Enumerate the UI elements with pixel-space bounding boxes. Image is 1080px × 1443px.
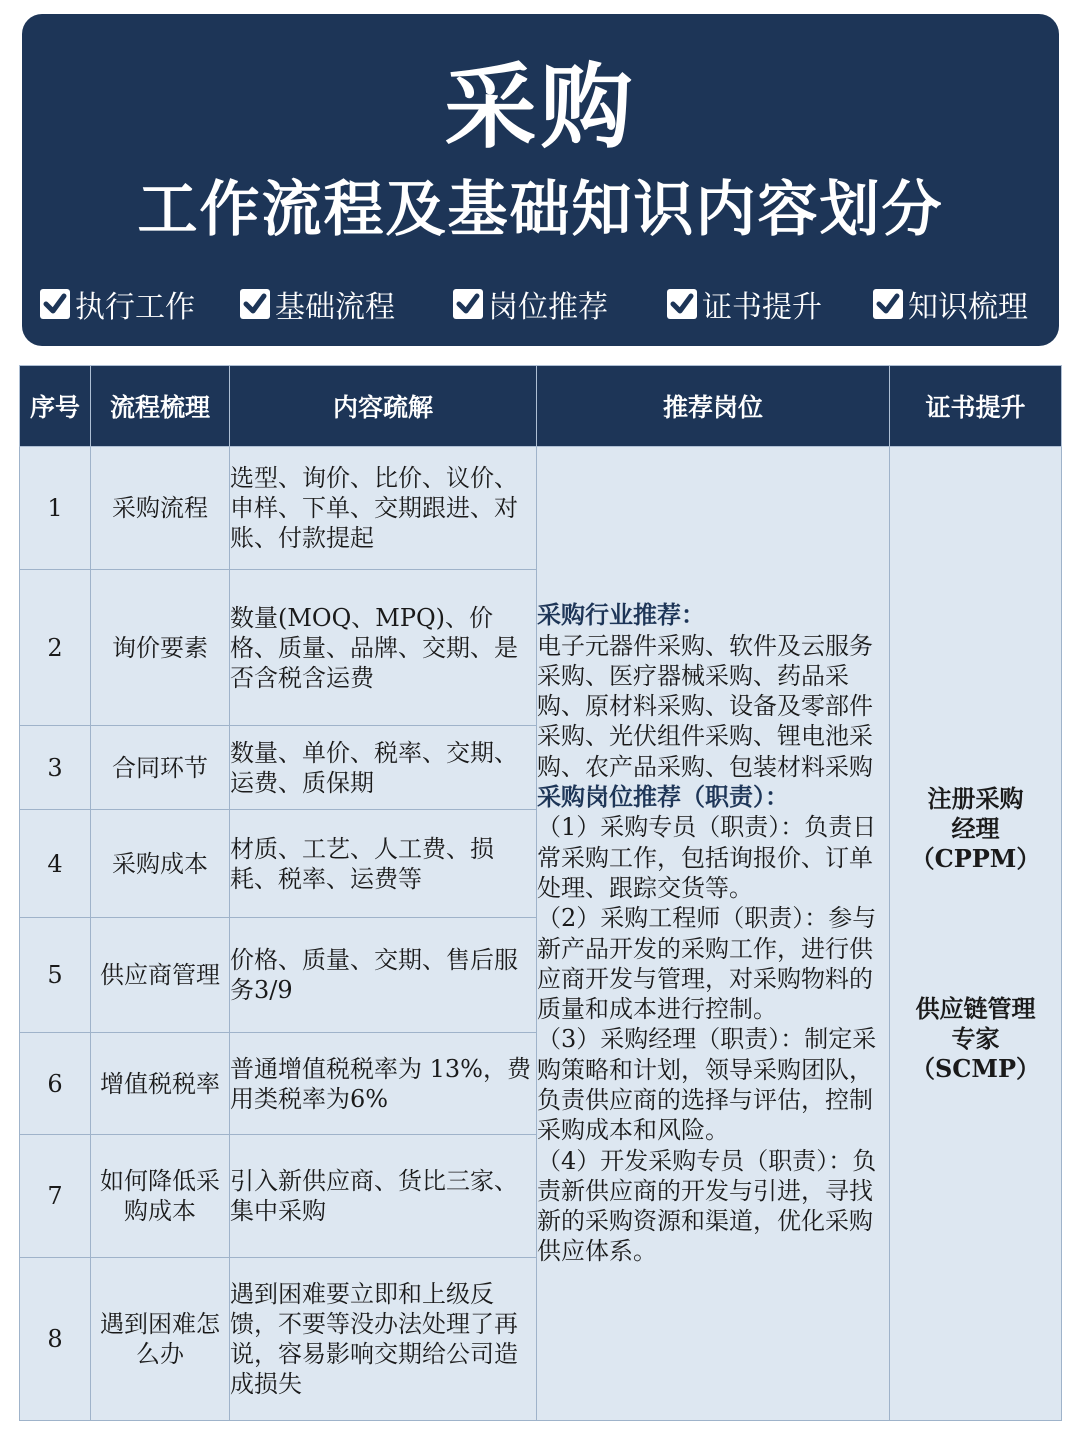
position-item: （4）开发采购专员（职责）：负责新供应商的开发与引进，寻找新的采购资源和渠道，优化采购供应体系。 — [537, 1146, 877, 1266]
row-content: 遇到困难要立即和上级反馈，不要等没办法处理了再说，容易影响交期给公司造成损失 — [230, 1258, 537, 1421]
cert-scmp-line2: 专家 — [951, 1023, 1000, 1053]
position-heading: 采购岗位推荐（职责）： — [537, 782, 789, 812]
row-process: 如何降低采购成本 — [91, 1135, 230, 1258]
cert-cppm-line3: （CPPM） — [910, 843, 1041, 873]
checkbox-checked-icon — [667, 289, 697, 319]
header-banner — [22, 14, 1059, 346]
row-number: 6 — [20, 1033, 91, 1135]
row-number: 8 — [20, 1258, 91, 1421]
column-header-index: 序号 — [20, 366, 91, 447]
industry-heading: 采购行业推荐： — [537, 600, 705, 630]
row-process: 采购流程 — [91, 447, 230, 570]
page-subtitle: 工作流程及基础知识内容划分 — [137, 175, 944, 245]
checkbox-checked-icon — [453, 289, 483, 319]
check-item-process — [240, 282, 395, 326]
row-content: 数量(MOQ、MPQ)、价格、质量、品牌、交期、是否含税含运费 — [230, 570, 537, 726]
column-header-certs: 证书提升 — [890, 366, 1062, 447]
check-item-knowledge — [873, 282, 1028, 326]
row-number: 4 — [20, 810, 91, 918]
row-number: 1 — [20, 447, 91, 570]
position-item: （1）采购专员（职责）：负责日常采购工作，包括询报价、订单处理、跟踪交货等。 — [537, 813, 877, 902]
industry-text: 电子元器件采购、软件及云服务采购、医疗器械采购、药品采购、原材料采购、设备及零部件采购、光伏组件采购、锂电池采购、农产品采购、包装材料采购 — [537, 631, 873, 781]
check-label: 基础流程 — [275, 290, 395, 325]
check-item-execute — [40, 282, 195, 326]
table-header-row — [20, 366, 1062, 447]
row-process: 询价要素 — [91, 570, 230, 726]
row-process: 供应商管理 — [91, 918, 230, 1033]
row-process: 合同环节 — [91, 726, 230, 810]
recommended-roles-cell — [537, 447, 890, 1421]
cert-scmp-line1: 供应链管理 — [915, 993, 1036, 1023]
row-number: 2 — [20, 570, 91, 726]
cert-cppm-line2: 经理 — [951, 813, 1000, 843]
row-process: 遇到困难怎么办 — [91, 1258, 230, 1421]
procurement-table — [19, 365, 1062, 1421]
row-content: 选型、询价、比价、议价、申样、下单、交期跟进、对账、付款提起 — [230, 447, 537, 570]
row-number: 5 — [20, 918, 91, 1033]
check-item-positions — [453, 282, 608, 326]
check-label: 证书提升 — [702, 290, 822, 325]
row-content: 数量、单价、税率、交期、运费、质保期 — [230, 726, 537, 810]
row-content: 普通增值税税率为 13%，费用类税率为6% — [230, 1033, 537, 1135]
position-item: （3）采购经理（职责）：制定采购策略和计划，领导采购团队，负责供应商的选择与评估，控制采购成本和风险。 — [537, 1025, 877, 1145]
table-row — [20, 447, 1062, 570]
row-number: 7 — [20, 1135, 91, 1258]
checklist — [40, 282, 1050, 326]
row-number: 3 — [20, 726, 91, 810]
check-label: 知识梳理 — [908, 290, 1028, 325]
page-title: 采购 — [444, 54, 637, 161]
row-content: 引入新供应商、货比三家、集中采购 — [230, 1135, 537, 1258]
row-content: 价格、质量、交期、售后服务3/9 — [230, 918, 537, 1033]
checkbox-checked-icon — [240, 289, 270, 319]
row-content: 材质、工艺、人工费、损耗、税率、运费等 — [230, 810, 537, 918]
certificates-cell — [890, 447, 1062, 1421]
position-item: （2）采购工程师（职责）：参与新产品开发的采购工作，进行供应商开发与管理，对采购物料的质量和成本进行控制。 — [537, 904, 877, 1024]
check-label: 执行工作 — [75, 290, 195, 325]
spacer — [890, 874, 1061, 994]
check-label: 岗位推荐 — [488, 290, 608, 325]
column-header-roles: 推荐岗位 — [537, 366, 890, 447]
row-process: 增值税税率 — [91, 1033, 230, 1135]
check-item-certs — [667, 282, 822, 326]
column-header-content: 内容疏解 — [230, 366, 537, 447]
column-header-process: 流程梳理 — [91, 366, 230, 447]
cert-scmp-line3: （SCMP） — [910, 1053, 1041, 1083]
cert-cppm-line1: 注册采购 — [927, 783, 1024, 813]
checkbox-checked-icon — [873, 289, 903, 319]
checkbox-checked-icon — [40, 289, 70, 319]
row-process: 采购成本 — [91, 810, 230, 918]
